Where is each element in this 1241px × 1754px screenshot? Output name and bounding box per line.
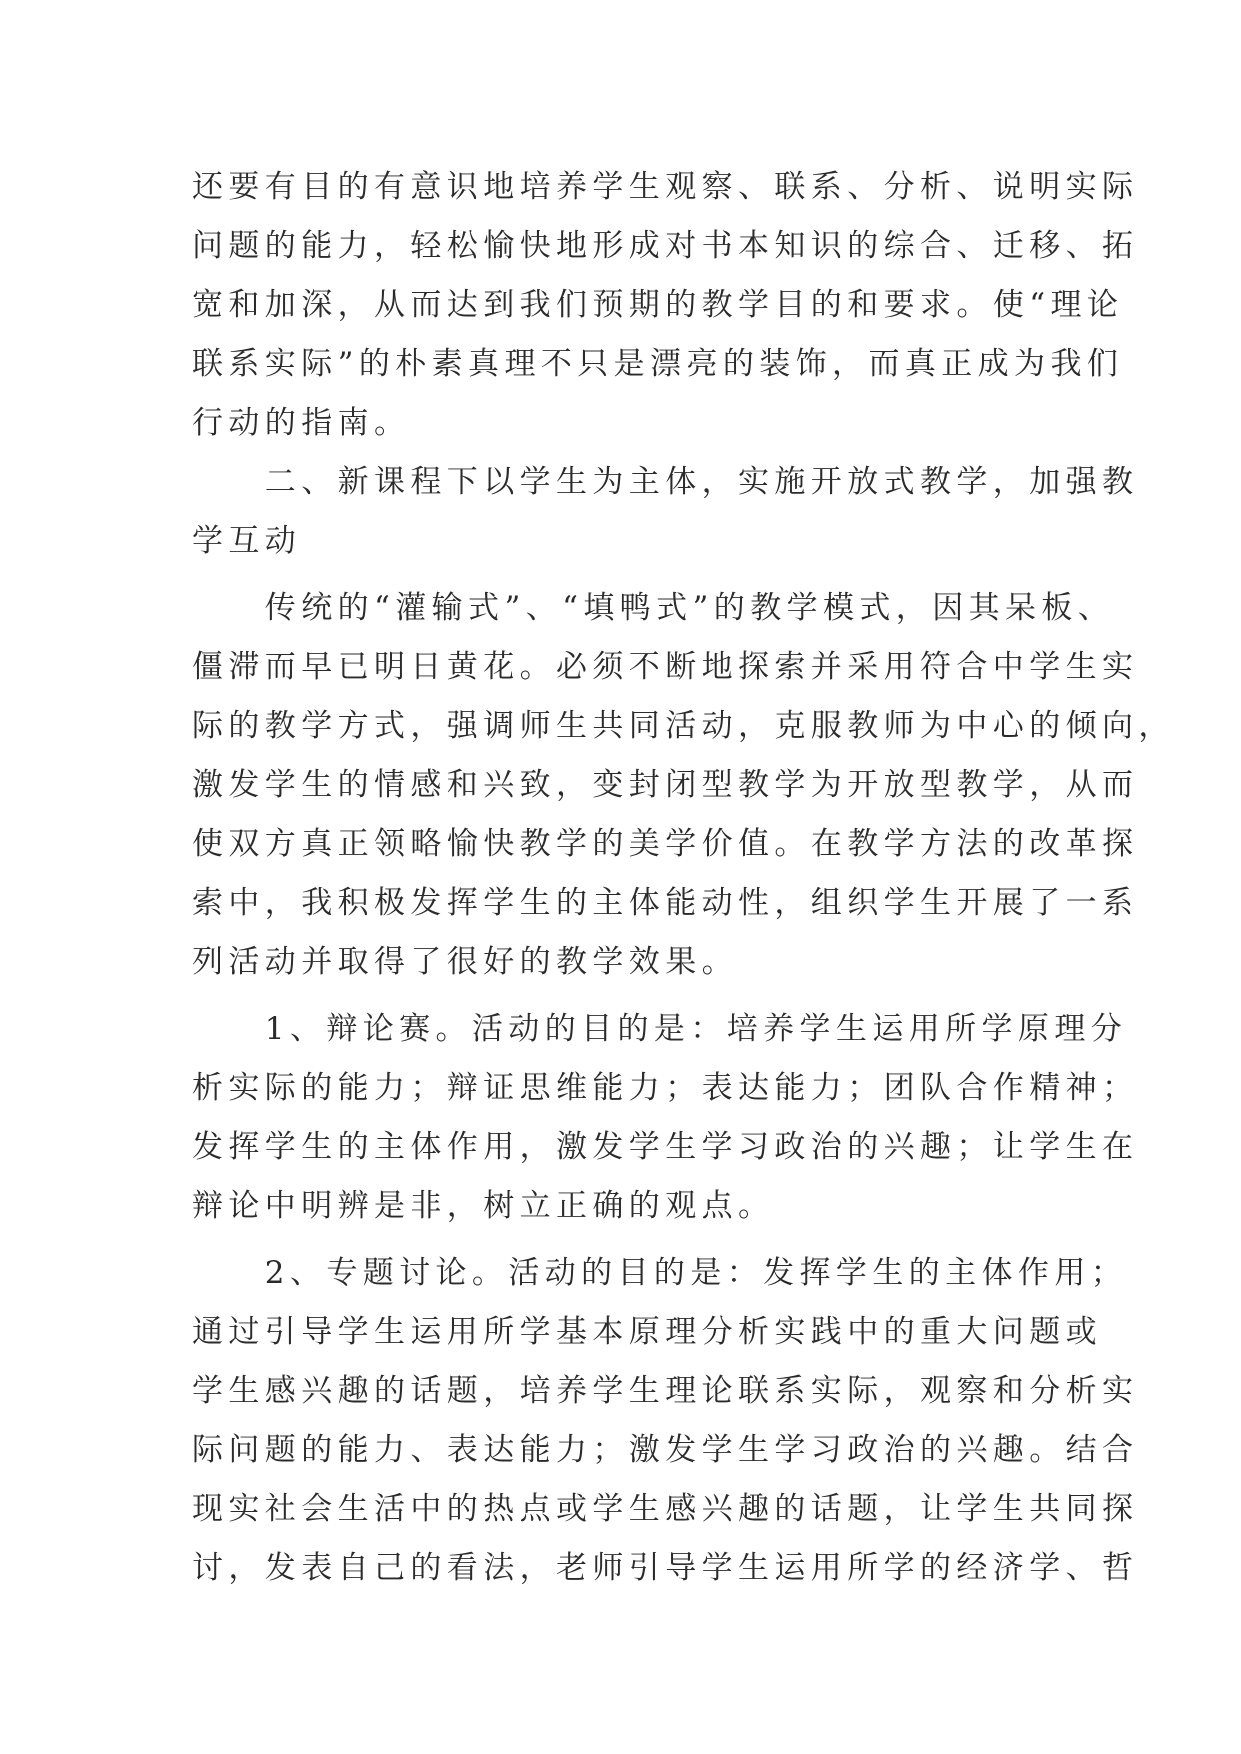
text-line: 还要有目的有意识地培养学生观察、联系、分析、说明实际: [192, 169, 1139, 205]
paragraph-4: [192, 1000, 1139, 1236]
paragraph-spacer: [192, 571, 1050, 579]
text-line: 际的教学方式，强调师生共同活动，克服教师为中心的倾向，: [192, 708, 1175, 744]
text-line: 联系实际”的朴素真理不只是漂亮的装饰，而真正成为我们: [192, 346, 1124, 382]
text-line: 际问题的能力、表达能力；激发学生学习政治的兴趣。结合: [192, 1432, 1139, 1468]
text-line: 使双方真正领略愉快教学的美学价值。在教学方法的改革探: [192, 826, 1139, 862]
text-line: 行动的指南。: [192, 405, 411, 441]
paragraph-5: [192, 1244, 1139, 1598]
paragraph-3: [192, 579, 1175, 992]
text-line: 索中，我积极发挥学生的主体能动性，组织学生开展了一系: [192, 885, 1139, 921]
paragraph-spacer: [192, 1236, 1050, 1244]
text-line: 僵滞而早已明日黄花。必须不断地探索并采用符合中学生实: [192, 649, 1139, 685]
text-line: 1、辩论赛。活动的目的是：培养学生运用所学原理分: [192, 1011, 1128, 1047]
heading-line: 二、新课程下以学生为主体，实施开放式教学，加强教: [192, 464, 1139, 500]
section-heading: [192, 453, 1139, 571]
document-body: [192, 158, 1175, 1598]
text-line: 辩论中明辨是非，树立正确的观点。: [192, 1188, 775, 1224]
text-line: 通过引导学生运用所学基本原理分析实践中的重大问题或: [192, 1314, 1102, 1350]
heading-line: 学互动: [192, 523, 302, 559]
text-line: 发挥学生的主体作用，激发学生学习政治的兴趣；让学生在: [192, 1129, 1139, 1165]
text-line: 讨，发表自己的看法，老师引导学生运用所学的经济学、哲: [192, 1550, 1139, 1586]
text-line: 宽和加深，从而达到我们预期的教学目的和要求。使“理论: [192, 287, 1124, 323]
text-line: 列活动并取得了很好的教学效果。: [192, 944, 738, 980]
text-line: 2、专题讨论。活动的目的是：发挥学生的主体作用；: [192, 1255, 1128, 1291]
text-line: 现实社会生活中的热点或学生感兴趣的话题，让学生共同探: [192, 1491, 1139, 1527]
paragraph-1: [192, 158, 1139, 453]
text-line: 传统的“灌输式”、“填鸭式”的教学模式，因其呆板、: [192, 590, 1115, 626]
text-line: 问题的能力，轻松愉快地形成对书本知识的综合、迁移、拓: [192, 228, 1139, 264]
text-line: 学生感兴趣的话题，培养学生理论联系实际，观察和分析实: [192, 1373, 1139, 1409]
text-line: 析实际的能力；辩证思维能力；表达能力；团队合作精神；: [192, 1070, 1139, 1106]
text-line: 激发学生的情感和兴致，变封闭型教学为开放型教学，从而: [192, 767, 1139, 803]
paragraph-spacer: [192, 992, 1050, 1000]
